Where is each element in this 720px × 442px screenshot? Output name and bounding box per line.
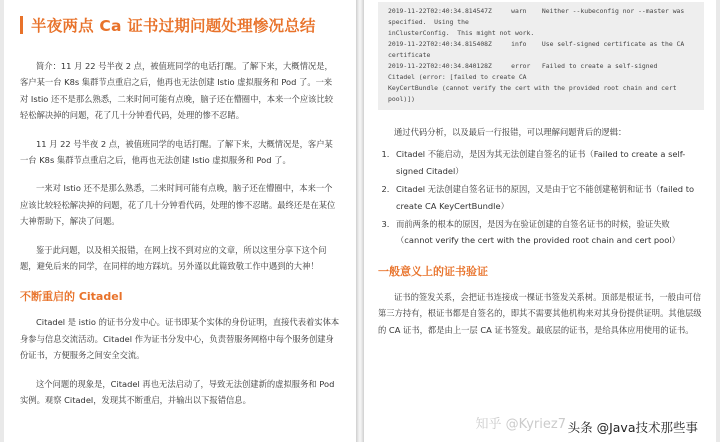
- book-spine: [356, 0, 364, 442]
- reason-item: 3. 而前两条的根本的原因，是因为在验证创建的自签名证书的时候，验证失败（cannot verify the cert with the provided root chain and cert pool）: [392, 216, 704, 249]
- reason-item: 1. Citadel 不能启动，是因为其无法创建自签名的证书（Failed to create a self-signed Citadel）: [392, 146, 704, 179]
- reason-item: 2. Citadel 无法创建自签名证书的原因，又是由于它不能创建秘钥和证书（failed to create CA KeyCertBundle）: [392, 181, 704, 214]
- citadel-paragraph-1: Citadel 是 istio 的证书分发中心。证书即某个实体的身份证明，直接代表着实体本身参与信息交流活动。Citadel 作为证书分发中心，负责替服务网格中每个服务创建身份证书，方便服务之间安全交流。: [20, 317, 340, 361]
- title-accent-bar: [20, 16, 23, 34]
- paragraph-3: 一来对 Istio 还不是那么熟悉，二来时间可能有点晚，脑子还在懵圈中，本来一个应该比较轻松解决掉的问题，花了几十分钟看代码，处理的惨不忍睹。最终还是在某位大神帮助下，解决了问题。: [20, 183, 336, 227]
- left-page: [4, 0, 356, 442]
- citadel-paragraph-2: 这个问题的现象是，Citadel 再也无法启动了，导致无法创建新的虚拟服务和 Pod 实例。观察 Citadel，发现其不断重启，并输出以下报错信息。: [20, 378, 335, 406]
- paragraph-4: 鉴于此问题，以及相关报错，在网上找不到对应的文章，所以这里分享下这个问题，避免后来的同学，在同样的地方踩坑。另外谨以此篇致敬工作中遇到的大神！: [20, 244, 327, 272]
- paragraph-2: 11 月 22 号半夜 2 点，被值班同学的电话打醒。了解下来，大概情况是，客户某一台 K8s 集群节点重启之后，他再也无法创建 Istio 虚拟服务和 Pod 了。: [20, 138, 333, 166]
- analysis-intro: 通过代码分析，以及最后一行报错，可以理解问题背后的逻辑：: [394, 127, 627, 137]
- section-heading-cert-verify: 一般意义上的证书验证: [378, 264, 488, 278]
- zhihu-watermark: 知乎 @Kyriez7: [475, 417, 566, 432]
- article-title: 半夜两点 Ca 证书过期问题处理惨况总结: [31, 17, 316, 35]
- error-log-code-block: 2019-11-22T02:40:34.814547Z warn Neither --kubeconfig nor --master was specified. Using the inClusterConfig. This might not work. 2019-11-22T02:40:34.815408Z info Use self-signed certificate as the CA certificate 2019-11-22T02:40:34.840128Z error Failed to create a self-signed Citadel (error: [failed to create CA KeyCertBundle (cannot verify the cert with the provided root chain and cert pool)]): [378, 2, 704, 110]
- intro-paragraph: 简介：11 月 22 号半夜 2 点，被值班同学的电话打醒。了解下来，大概情况是，客户某一台 K8s 集群节点重启之后，他再也无法创建 Istio 虚拟服务和 Pod 了。一来对 Istio 还不是那么熟悉，二来时间可能有点晚，脑子还在懵圈中，本来一个应该比较轻松解决掉的问题，花了几十分钟看代码，处理的惨不忍睹。: [20, 61, 334, 121]
- cert-verify-paragraph: 证书的签发关系，会把证书连接成一棵证书签发关系树。顶部是根证书，一般由可信第三方持有，根证书都是自签名的，即其不需要其他机构来对其身份提供证明。其他层级的 CA 证书，都是由上一层 CA 证书签发。最底层的证书，是给具体应用使用的证书。: [378, 291, 702, 335]
- section-heading-citadel: 不断重启的 Citadel: [20, 290, 123, 304]
- reasons-list: [378, 146, 704, 248]
- right-page: [364, 0, 716, 442]
- toutiao-watermark: 头条 @Java技术那些事: [567, 420, 698, 435]
- article-title-bar: [20, 14, 340, 36]
